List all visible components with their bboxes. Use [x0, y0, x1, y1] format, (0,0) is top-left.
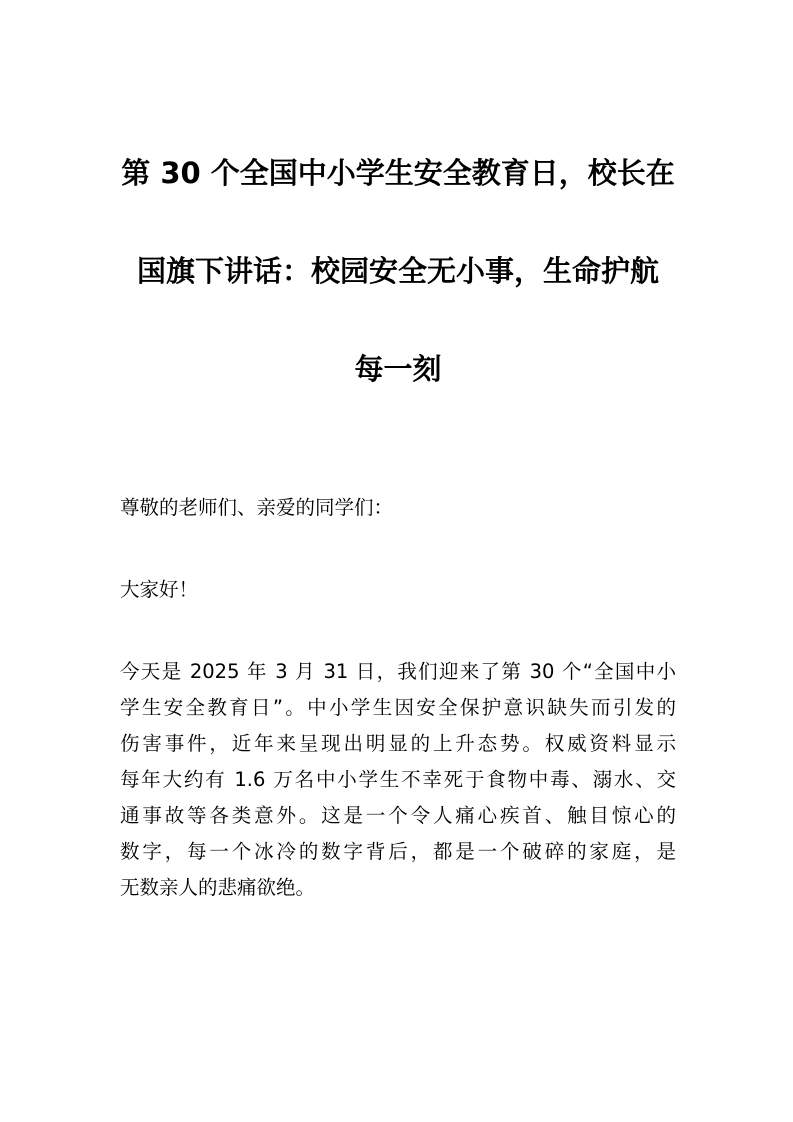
title-line-2: 国旗下讲话：校园安全无小事，生命护航 — [136, 254, 659, 288]
page-title — [110, 124, 686, 418]
paragraph-line: 学生安全教育日”。中小学生因安全保护意识缺失而引发的 — [120, 696, 676, 719]
paragraph-line: 伤害事件，近年来呈现出明显的上升态势。权威资料显示 — [120, 732, 676, 755]
paragraph-line: 无数亲人的悲痛欲绝。 — [120, 876, 316, 899]
title-line-1: 第 30 个全国中小学生安全教育日，校长在 — [121, 156, 675, 190]
title-line-3: 每一刻 — [354, 352, 442, 386]
paragraph-line: 通事故等各类意外。这是一个令人痛心疾首、触目惊心的 — [120, 804, 676, 827]
paragraph-line: 每年大约有 1.6 万名中小学生不幸死于食物中毒、溺水、交 — [120, 768, 676, 791]
paragraph-line: 今天是 2025 年 3 月 31 日，我们迎来了第 30 个“全国中小 — [120, 660, 676, 683]
greeting: 大家好！ — [120, 578, 199, 601]
body-paragraph — [120, 654, 676, 906]
paragraph-line: 数字，每一个冰冷的数字背后，都是一个破碎的家庭，是 — [120, 840, 676, 863]
salutation: 尊敬的老师们、亲爱的同学们： — [120, 496, 394, 519]
